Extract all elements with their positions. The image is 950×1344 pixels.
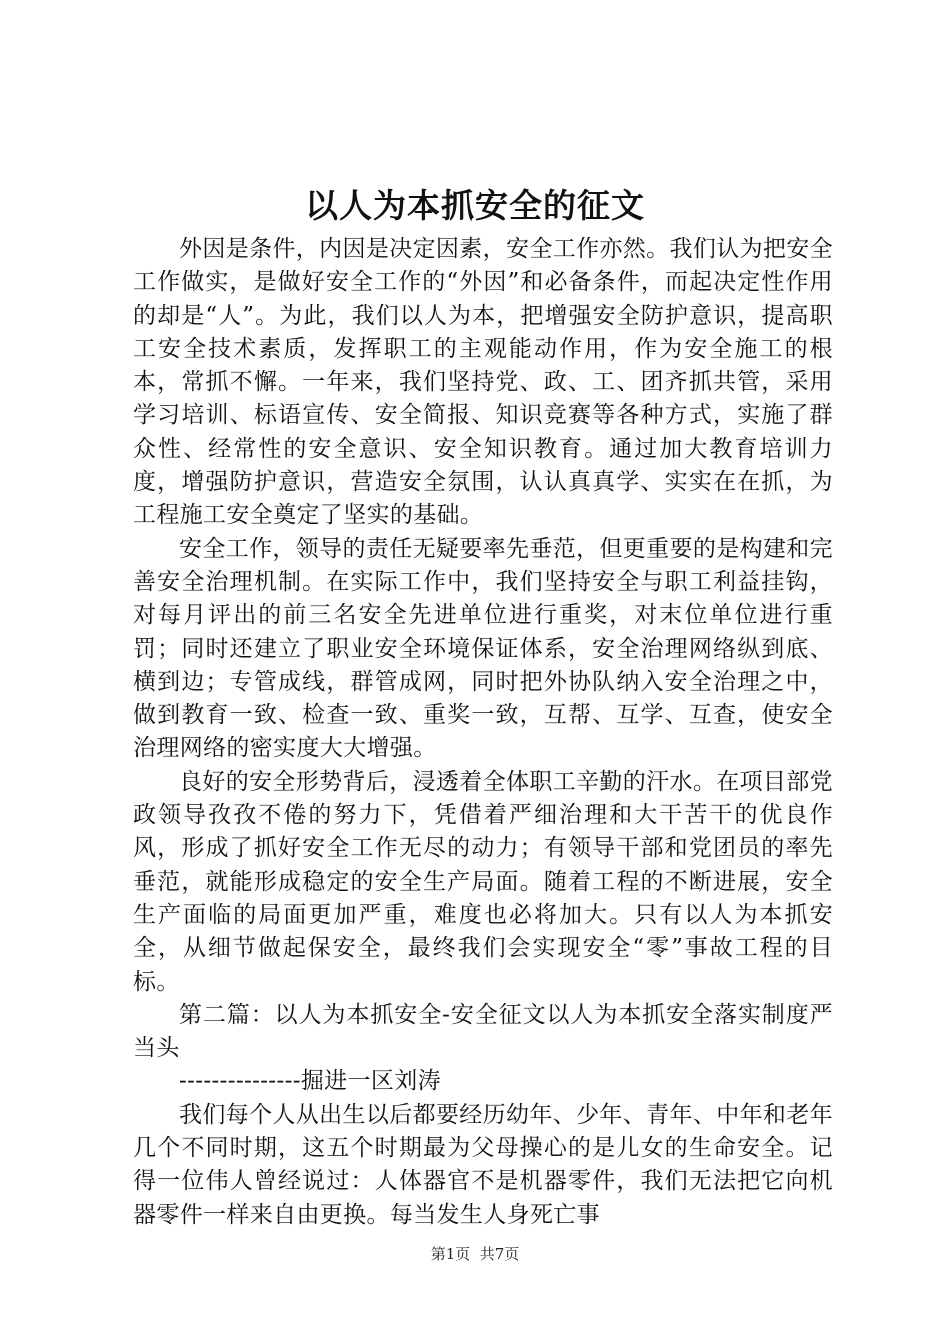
document-body: [133, 233, 833, 1232]
page-number: 第1页 共7页: [430, 1245, 520, 1263]
page-title: 以人为本抓安全的征文: [305, 186, 645, 225]
section-heading: 第二篇：以人为本抓安全-安全征文以人为本抓安全落实制度严当头: [133, 1001, 833, 1062]
paragraph-3: 良好的安全形势背后，浸透着全体职工辛勤的汗水。在项目部党政领导孜孜不倦的努力下，凭借着严细治理和大干苦干的优良作风，形成了抓好安全工作无尽的动力；有领导干部和党团员的率先垂范，就能形成稳定的安全生产局面。随着工程的不断进展，安全生产面临的局面更加严重，难度也必将加大。只有以人为本抓安全，从细节做起保安全，最终我们会实现安全“零”事故工程的目标。: [133, 768, 833, 995]
author-byline: ---------------掘进一区刘涛: [179, 1068, 441, 1095]
paragraph-2: 安全工作，领导的责任无疑要率先垂范，但更重要的是构建和完善安全治理机制。在实际工作中，我们坚持安全与职工利益挂钩，对每月评出的前三名安全先进单位进行重奖，对末位单位进行重罚；同时还建立了职业安全环境保证体系，安全治理网络纵到底、横到边；专管成线，群管成网，同时把外协队纳入安全治理之中，做到教育一致、检查一致、重奖一致，互帮、互学、互查，使安全治理网络的密实度大大增强。: [133, 535, 833, 762]
page-footer: [0, 1243, 950, 1265]
paragraph-1: 外因是条件，内因是决定因素，安全工作亦然。我们认为把安全工作做实，是做好安全工作的“外因”和必备条件，而起决定性作用的却是“人”。为此，我们以人为本，把增强安全防护意识，提高职工安全技术素质，发挥职工的主观能动作用，作为安全施工的根本，常抓不懈。一年来，我们坚持党、政、工、团齐抓共管，采用学习培训、标语宣传、安全简报、知识竞赛等各种方式，实施了群众性、经常性的安全意识、安全知识教育。通过加大教育培训力度，增强防护意识，营造安全氛围，认认真真学、实实在在抓，为工程施工安全奠定了坚实的基础。: [133, 236, 833, 529]
paragraph-4: 我们每个人从出生以后都要经历幼年、少年、青年、中年和老年几个不同时期，这五个时期最为父母操心的是儿女的生命安全。记得一位伟人曾经说过：人体器官不是机器零件，我们无法把它向机器零件一样来自由更换。每当发生人身死亡事: [133, 1101, 833, 1228]
